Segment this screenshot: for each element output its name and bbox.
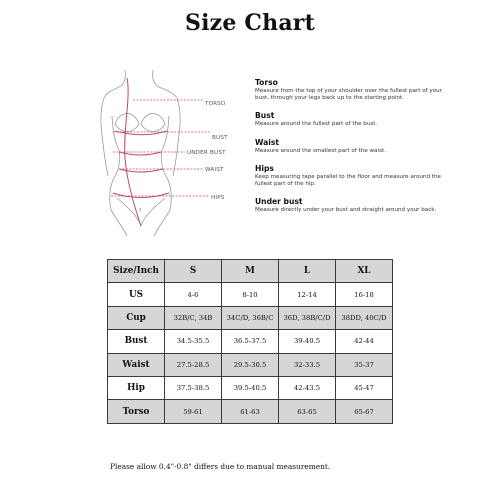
page-title: Size Chart: [185, 10, 315, 36]
table-row-header: Torso: [108, 400, 165, 423]
definition-text: Measure around the fullest part of the bust.: [255, 121, 378, 128]
table-cell: 45-47: [336, 376, 393, 399]
definition-text: Measure directly under your bust and straight around your back.: [255, 207, 437, 214]
measurement-note: Please allow 0.4"-0.8" differs due to manual measurement.: [110, 462, 331, 471]
table-cell: 8-10: [222, 283, 279, 306]
definition-text: Keep measuring tape parallel to the floor and measure around the fullest part of the hip.: [255, 173, 441, 188]
table-row: [108, 400, 393, 423]
right-arm-line: [173, 98, 180, 176]
table-cell: 39-40.5: [279, 330, 336, 353]
table-header-row: [108, 260, 393, 283]
table-row-header: Bust: [108, 330, 165, 353]
measurement-definitions: [255, 78, 455, 223]
definition-waist: [255, 138, 455, 155]
definition-bust: [255, 111, 455, 128]
right-waist-line: [161, 150, 171, 210]
right-cup-line: [141, 113, 165, 131]
table-cell: 32B/C, 34B: [165, 306, 222, 329]
table-cell: 42-44: [336, 330, 393, 353]
table-cell: 34.5-35.5: [165, 330, 222, 353]
table-cell: 63-65: [279, 400, 336, 423]
left-waist-line: [110, 150, 120, 210]
table-cell: 34C/D, 36B/C: [222, 306, 279, 329]
table-row-header: US: [108, 283, 165, 306]
table-cell: 59-61: [165, 400, 222, 423]
hips-measure-line: [113, 193, 169, 198]
definition-term: Torso: [255, 78, 278, 87]
waist-figure-label: WAIST: [205, 167, 224, 173]
table-row-header: Hip: [108, 376, 165, 399]
table-cell: 38DD, 40C/D: [336, 306, 393, 329]
table-row: [108, 306, 393, 329]
table-row: [108, 283, 393, 306]
table-cell: 35-37: [336, 353, 393, 376]
definition-term: Waist: [255, 137, 279, 147]
left-arm-line: [101, 98, 108, 176]
body-measurement-figure: [95, 68, 240, 238]
definition-torso: [255, 78, 455, 102]
table-row-header: Waist: [108, 353, 165, 376]
right-inner-arm-line: [162, 116, 169, 150]
table-cell: 61-63: [222, 400, 279, 423]
size-table: [107, 259, 393, 424]
hips-figure-label: HIPS: [211, 195, 225, 201]
table-row: [108, 330, 393, 353]
brief-line: [117, 198, 165, 226]
table-cell: 39.5-40.5: [222, 376, 279, 399]
left-inner-arm-line: [112, 116, 119, 150]
table-cell: 36D, 38B/C/D: [279, 306, 336, 329]
table-cell: 12-14: [279, 283, 336, 306]
table-cell: 42-43.5: [279, 376, 336, 399]
right-shoulder-line: [153, 70, 177, 98]
table-header-cell: XL: [336, 260, 393, 283]
table-row: [108, 353, 393, 376]
table-cell: 4-6: [165, 283, 222, 306]
bust-figure-label: BUST: [212, 135, 228, 141]
table-header-cell: L: [279, 260, 336, 283]
table-row: [108, 376, 393, 399]
table-cell: 29.5-30.5: [222, 353, 279, 376]
bust-measure-line: [115, 131, 167, 135]
table-header-cell: Size/Inch: [108, 260, 165, 283]
definition-term: Hips: [255, 163, 274, 173]
definition-hips: [255, 164, 455, 188]
definition-text: Measure around the smallest part of the waist.: [255, 147, 387, 154]
definition-term: Under bust: [255, 197, 303, 207]
table-row-header: Cup: [108, 306, 165, 329]
table-cell: 16-18: [336, 283, 393, 306]
table-cell: 32-33.5: [279, 353, 336, 376]
torso-figure-label: TORSO: [205, 101, 226, 107]
table-cell: 36.5-37.5: [222, 330, 279, 353]
left-shoulder-line: [104, 70, 125, 98]
table-header-cell: S: [165, 260, 222, 283]
table-cell: 27.5-28.5: [165, 353, 222, 376]
waist-measure-line: [119, 169, 163, 172]
left-leg-line: [111, 210, 127, 236]
definition-under-bust: [255, 197, 455, 214]
table-cell: 37.5-38.5: [165, 376, 222, 399]
under-bust-figure-label: UNDER BUST: [187, 150, 226, 156]
definition-term: Bust: [255, 111, 275, 121]
table-cell: 65-67: [336, 400, 393, 423]
right-leg-line: [154, 210, 170, 236]
table-header-cell: M: [222, 260, 279, 283]
body-outline-illustration: [95, 68, 240, 238]
definition-text: Measure from the top of your shoulder over the fullest part of your bust, through your legs back up to the starting point.: [255, 88, 442, 102]
